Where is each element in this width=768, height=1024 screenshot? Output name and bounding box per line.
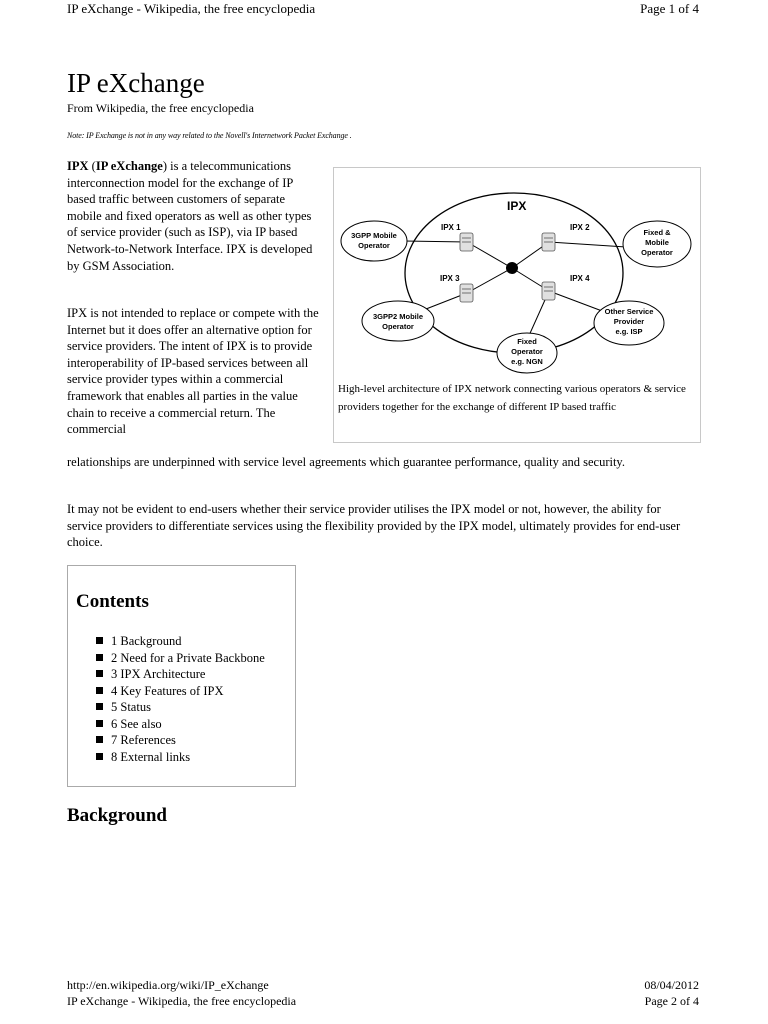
- toc-item-label: 8 External links: [111, 749, 191, 764]
- page-title: IP eXchange: [67, 68, 205, 98]
- intro-paragraph: [67, 158, 319, 274]
- hatnote-text: Note: IP Exchange is not in any way related to the Novell's Internetwork Packet Exchange .: [67, 131, 352, 140]
- toc-item-key-features[interactable]: [96, 683, 265, 700]
- toc-item-private-backbone[interactable]: [96, 650, 265, 667]
- toc-item-ipx-architecture[interactable]: [96, 666, 265, 683]
- op-3gpp2-line2: Operator: [382, 322, 414, 331]
- print-footer-date: 08/04/2012: [644, 978, 699, 992]
- toc-title: Contents: [76, 591, 149, 612]
- op-other-line3: e.g. ISP: [615, 327, 643, 336]
- toc-item-status[interactable]: [96, 699, 265, 716]
- toc-item-references[interactable]: [96, 732, 265, 749]
- toc-item-label: 5 Status: [111, 700, 151, 714]
- bullet-icon: [96, 753, 103, 760]
- paragraph-2-continued: relationships are underpinned with service level agreements which guarantee performance, quality and security.: [67, 455, 625, 469]
- operator-3gpp-mobile: [341, 221, 407, 261]
- hatnote: [67, 131, 352, 140]
- bullet-icon: [96, 720, 103, 727]
- ipx1-label: IPX 1: [441, 223, 461, 232]
- operator-fixed-mobile: [623, 221, 691, 267]
- paragraph-2: IPX is not intended to replace or compete with the Internet but it does offer an alternative option for service providers. The intent of IPX is to provide interoperability of IP-based services between all service provider types within a commercial framework that enables all parties in the value chain to receive a commercial return. The commercial: [67, 306, 319, 437]
- print-header-title: IP eXchange - Wikipedia, the free encyclopedia: [67, 1, 316, 16]
- op-fixed-line2: Mobile: [645, 238, 669, 247]
- op-3gpp2-line1: 3GPP2 Mobile: [372, 312, 424, 321]
- ipx-label: IPX: [507, 199, 527, 213]
- section-heading-background: Background: [67, 805, 167, 826]
- toc-item-label: 7 References: [111, 733, 176, 747]
- print-header-page2: Page 2 of 4: [644, 994, 699, 1008]
- intro-paren: (: [88, 159, 96, 173]
- bullet-icon: [96, 736, 103, 743]
- server-icon-ipx3: [460, 284, 473, 302]
- ipx2-label: IPX 2: [570, 223, 590, 232]
- operator-other-service-provider: [594, 301, 664, 345]
- op-ngn-line1: Fixed: [517, 337, 537, 346]
- bullet-icon: [96, 670, 103, 677]
- toc-item-external-links[interactable]: [96, 749, 265, 766]
- bullet-icon: [96, 654, 103, 661]
- toc-item-background[interactable]: [96, 633, 265, 650]
- ipx-network-diagram: [334, 168, 700, 378]
- server-icon-ipx2: [542, 233, 555, 251]
- operator-fixed-ngn: [497, 333, 557, 373]
- op-ngn-line3: e.g. NGN: [511, 357, 543, 366]
- operator-3gpp2-mobile: [362, 301, 434, 341]
- print-footer-url[interactable]: http://en.wikipedia.org/wiki/IP_eXchange: [67, 978, 269, 992]
- toc-item-label: 2 Need for a Private Backbone: [111, 650, 265, 665]
- op-3gpp-line2: Operator: [358, 241, 390, 250]
- page-subtitle: From Wikipedia, the free encyclopedia: [67, 101, 254, 115]
- toc-item-label: 3 IPX Architecture: [111, 667, 206, 681]
- op-fixed-line3: Operator: [641, 248, 673, 257]
- toc-item-label: 6 See also: [111, 716, 162, 731]
- bullet-icon: [96, 687, 103, 694]
- intro-term-ip-exchange: IP eXchange: [95, 159, 163, 173]
- op-fixed-line1: Fixed &: [643, 228, 671, 237]
- ipx-architecture-figure: [333, 167, 701, 443]
- print-header-title-page2: IP eXchange - Wikipedia, the free encyclopedia: [67, 994, 297, 1008]
- op-other-line1: Other Service: [604, 307, 654, 316]
- ipx4-label: IPX 4: [570, 274, 590, 283]
- op-other-line2: Provider: [613, 317, 645, 326]
- paragraph-3: It may not be evident to end-users whether their service provider utilises the IPX model or not, however, the ability for service providers to differentiate services using the flexibility provided by the IPX model, ultimately provides for end-user choice.: [67, 502, 681, 550]
- op-3gpp-line1: 3GPP Mobile: [351, 231, 397, 240]
- bullet-icon: [96, 703, 103, 710]
- server-icon-ipx4: [542, 282, 555, 300]
- print-header-page: Page 1 of 4: [640, 1, 699, 16]
- bullet-icon: [96, 637, 103, 644]
- op-ngn-line2: Operator: [511, 347, 543, 356]
- table-of-contents: [67, 565, 296, 787]
- hub-node: [506, 262, 518, 274]
- ipx3-label: IPX 3: [440, 274, 460, 283]
- hub-links: [403, 241, 626, 340]
- intro-term-ipx: IPX: [67, 159, 89, 173]
- toc-item-label: 4 Key Features of IPX: [111, 683, 224, 698]
- intro-text: ) is a telecommunications interconnection model for the exchange of IP based traffic between customers of separate mobile and fixed operators as well as other types of service provider (such as ISP), via IP based Network-to-Network Interface. IPX is developed by GSM Association.: [67, 159, 313, 273]
- toc-item-see-also[interactable]: [96, 716, 265, 733]
- server-icon-ipx1: [460, 233, 473, 251]
- toc-item-label: 1 Background: [111, 634, 182, 648]
- toc-list: [96, 633, 265, 765]
- figure-caption: High-level architecture of IPX network connecting various operators & service providers together for the exchange of different IP based traffic: [338, 383, 686, 413]
